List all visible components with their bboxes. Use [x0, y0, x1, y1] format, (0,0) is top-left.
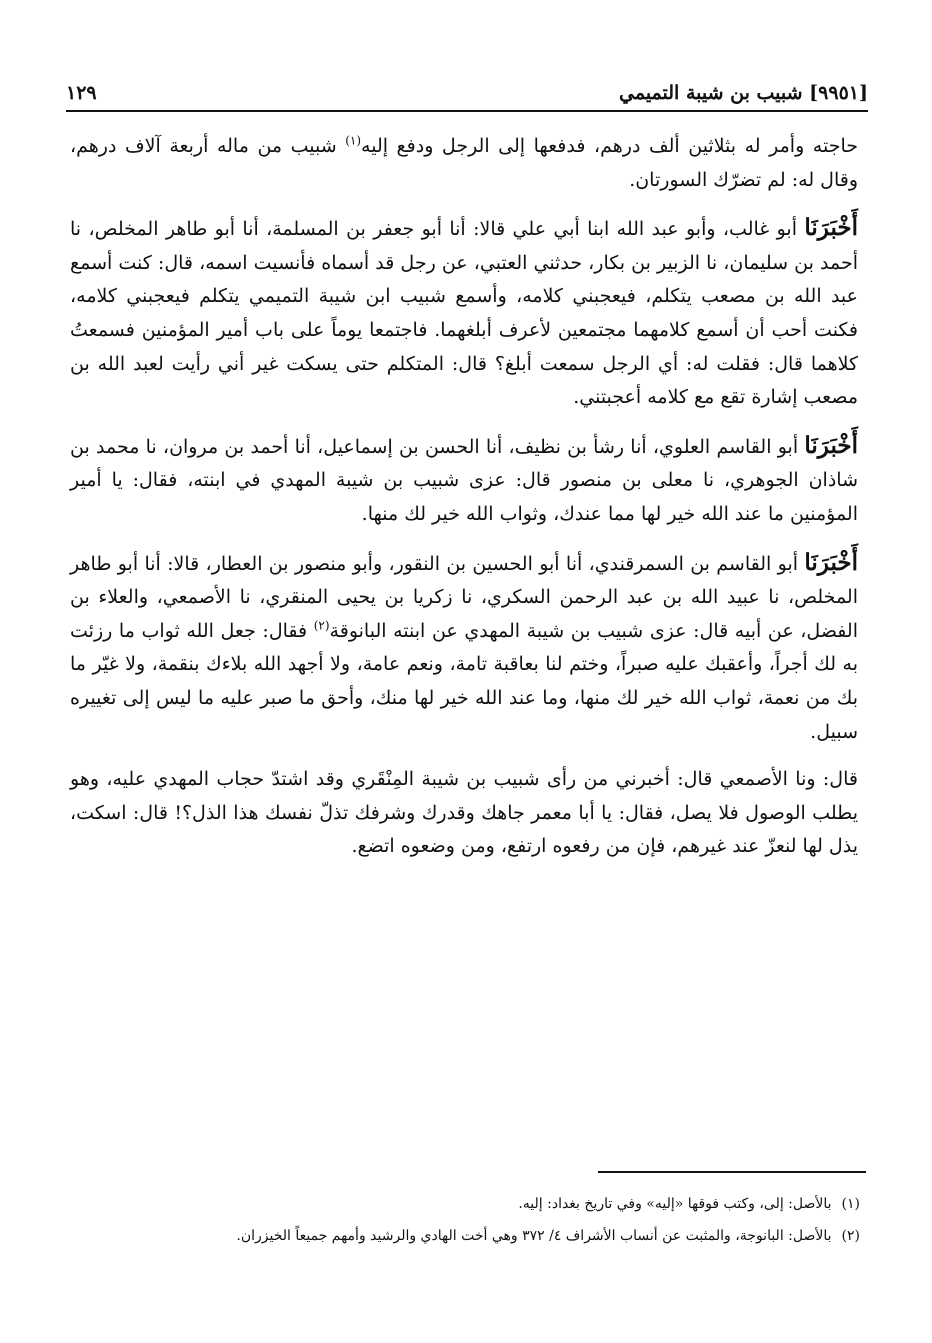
- page-number: ١٢٩: [66, 82, 97, 104]
- paragraph-1: [70, 130, 858, 197]
- header-title: [٩٩٥١] شبيب بن شيبة التميمي: [619, 82, 868, 104]
- footnote-1-number: (١): [841, 1196, 860, 1212]
- paragraph-3: [70, 429, 858, 532]
- paragraph-2-text: أبو غالب، وأبو عبد الله ابنا أبي علي قالا: أنا أبو جعفر بن المسلمة، أنا أبو طاهر المخلص، نا أحمد بن سليمان، نا الزبير بن بكار، حدثني العتبي، عن رجل قد أسماه فأنسيت اسمه، قال: كنت أسمع عبد الله بن مصعب يتكلم، فيعجبني كلامه، وأسمع شبيب ابن شيبة التميمي يتكلم فيعجبني كلامه، فكنت أحب أن أسمع كلامهما مجتمعين لأعرف أبلغهما. فاجتمعا يوماً على باب أمير المؤمنين فسمعتُ كلاهما قال: فقلت له: أي الرجل سمعت أبلغ؟ قال: المتكلم حتى يسكت غير أني رأيت لعبد الله بن مصعب إشارة تقع مع كلامه أعجبتني.: [70, 218, 858, 409]
- footnote-2: [70, 1220, 860, 1252]
- footnote-rule: [598, 1171, 866, 1173]
- paragraph-2: [70, 211, 858, 415]
- footnote-2-number: (٢): [841, 1228, 860, 1244]
- main-text: [70, 130, 858, 878]
- running-header: [66, 74, 868, 104]
- isnad-lead: أَخْبَرَنَا: [804, 431, 858, 459]
- footnote-ref-1[interactable]: (١): [345, 133, 362, 148]
- paragraph-4-text-cont: فقال: جعل الله ثواب ما رزئت به لك أجراً، وأعقبك عليه صبراً، وختم لنا بعاقبة تامة، ونعم عامة، ولا أجهد الله بلاءك بنقمة، ولا غيّر ما بك من نعمة، ثواب الله خير لك منها، وما عند الله خير لها منك، وأحق ما صبر عليه ما ليس إلى تغييره سبيل.: [70, 619, 858, 743]
- paragraph-1-text: حاجته وأمر له بثلاثين ألف درهم، فدفعها إلى الرجل ودفع إليه: [361, 135, 858, 157]
- header-rule: [66, 110, 868, 112]
- isnad-lead: أَخْبَرَنَا: [804, 214, 858, 242]
- paragraph-5-text: قال: ونا الأصمعي قال: أخبرني من رأى شبيب بن شيبة المِنْقَري وقد اشتدّ حجاب المهدي عليه، وهو يطلب الوصول فلا يصل، فقال: يا أبا معمر جاهك وقدرك وشرفك تذلّ نفسك هذا الذل؟! قال: اسكت، يذل لها لنعزّ عند غيرهم، فإن من رفعوه ارتفع، ومن وضعوه اتضع.: [70, 768, 858, 858]
- paragraph-1-text-cont: شبيب من ماله أربعة آلاف درهم، وقال له: لم تضرّك السورتان.: [70, 135, 858, 191]
- footnote-1-text: بالأصل: إلى، وكتب فوقها «إليه» وفي تاريخ بغداد: إليه.: [518, 1196, 832, 1212]
- footnote-1: [70, 1188, 860, 1220]
- paragraph-4: [70, 546, 858, 750]
- paragraph-4-text: أبو القاسم بن السمرقندي، أنا أبو الحسين بن النقور، وأبو منصور بن العطار، قالا: أنا أبو طاهر المخلص، نا عبيد الله بن عبد الرحمن السكري، نا زكريا بن يحيى المنقري، نا الأصمعي، والعلاء بن الفضل، عن أبيه قال: عزى شبيب بن شيبة المهدي عن ابنته البانوقة: [70, 552, 858, 642]
- footnotes: [70, 1188, 860, 1252]
- isnad-lead: أَخْبَرَنَا: [804, 548, 858, 576]
- footnote-2-text: بالأصل: البانوجة، والمثبت عن أنساب الأشراف ٤/ ٣٧٢ وهي أخت الهادي والرشيد وأمهم جميعاً الخيزران.: [236, 1228, 832, 1244]
- footnote-ref-2[interactable]: (٢): [313, 618, 330, 633]
- paragraph-3-text: أبو القاسم العلوي، أنا رشأ بن نظيف، أنا الحسن بن إسماعيل، أنا أحمد بن مروان، نا محمد بن شاذان الجوهري، نا معلى بن منصور قال: عزى شبيب بن شيبة المهدي في ابنته، فقال: يا أمير المؤمنين ما عند الله خير لها مما عندك، وثواب الله خير لك منها.: [70, 435, 858, 525]
- paragraph-5: [70, 763, 858, 864]
